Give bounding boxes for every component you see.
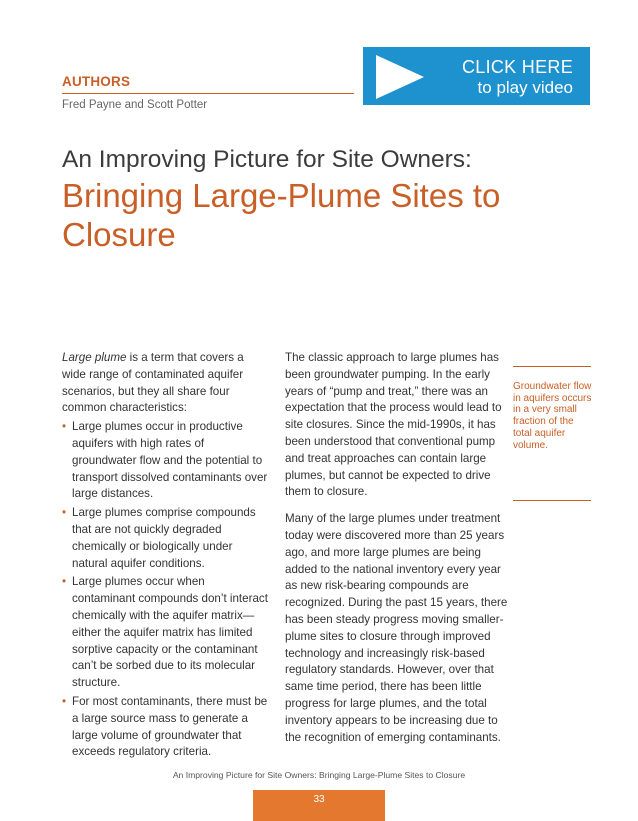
video-cta-line1: CLICK HERE — [461, 57, 573, 77]
article-column-right — [285, 350, 512, 746]
body-paragraph: The classic approach to large plumes has been groundwater pumping. In the early years of “pump and treat,” there was an expectation that the process would lead to site closures. Since the mid-1990s, it has been understood that conventional pump and treat approaches can contain large plumes, but cannot be expected to drive them to closure. — [285, 351, 502, 499]
intro-paragraph — [62, 350, 270, 417]
sidebar-callout: Groundwater flow in aquifers occurs in a very small fraction of the total aquifer volume. — [513, 381, 592, 451]
body-paragraph: Many of the large plumes under treatment today were discovered more than 25 years ago, and more large plumes are being added to the national inventory every year as new risk-bearing compounds are recognized. During the past 15 years, there has been steady progress moving smaller-plume sites to closure through improved technology and increasingly risk-based regulatory standards. However, over that same time period, there has been little progress for large plumes, and the total inventory appears to be increasing due to the recognition of emerging contaminants. — [285, 512, 508, 744]
video-cta-line2: to play video — [477, 78, 573, 97]
list-item: • For most contaminants, there must be a large source mass to generate a large volume of groundwater that exceeds regulatory criteria. — [62, 694, 270, 761]
page-number: 33 — [253, 790, 385, 821]
play-icon — [376, 55, 424, 99]
sidebar-bottom-divider — [513, 500, 591, 501]
article-column-left — [62, 350, 270, 761]
intro-text: is a term that covers a wide range of contaminated aquifer scenarios, but they all share four common characteristics: — [62, 351, 244, 415]
list-item: • Large plumes comprise compounds that are not quickly degraded chemically or biologically under natural aquifer conditions. — [62, 505, 270, 572]
play-video-button[interactable] — [363, 47, 590, 105]
characteristics-list — [62, 419, 270, 761]
list-item: • Large plumes occur in productive aquifers with high rates of groundwater flow and the potential to transport dissolved contaminants over large distances. — [62, 419, 270, 503]
authors-divider — [62, 93, 354, 94]
page-title: An Improving Picture for Site Owners: — [62, 146, 472, 173]
authors-heading: AUTHORS — [62, 74, 131, 89]
list-item: • Large plumes occur when contaminant compounds don’t interact chemically with the aquifer matrix— either the aquifer matrix has limited sorptive capacity or the contaminant can’t be sorbed due to its molecular structure. — [62, 574, 270, 692]
intro-term: Large plume — [62, 351, 127, 364]
sidebar-top-divider — [513, 366, 591, 367]
running-footer: An Improving Picture for Site Owners: Bringing Large-Plume Sites to Closure — [172, 770, 466, 780]
author-names: Fred Payne and Scott Potter — [62, 99, 208, 111]
page-subtitle: Bringing Large-Plume Sites to Closure — [62, 177, 501, 253]
